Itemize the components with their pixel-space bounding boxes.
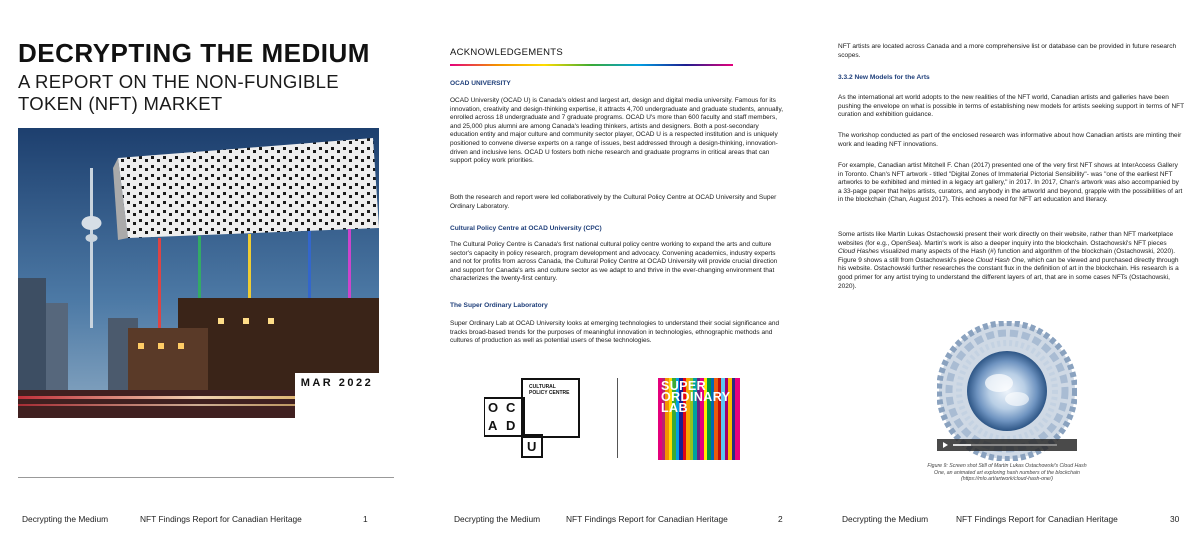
super-ordinary-lab-logo (658, 378, 740, 460)
artwork-title: Cloud Hash One (975, 256, 1024, 264)
footer-left: Decrypting the Medium (22, 514, 109, 524)
logo-letter-o: O (488, 400, 499, 415)
paragraph: NFT artists are located across Canada and a more comprehensive list or database can be provided in future research scopes. (838, 43, 1177, 59)
page-number: 2 (778, 514, 783, 524)
figure-caption: Figure 9: Screen shot Still of Martin Lukas Ostachowski's Cloud Hash One, an animated art exploring hash numbers of the blockchain (https://mlo.art/artwork/cloud-hash-one/) (927, 463, 1087, 483)
report-date: MAR 2022 (300, 377, 374, 389)
super-ordinary-lab-wordmark: SUPER ORDINARY LAB (661, 379, 731, 415)
footer-center: NFT Findings Report for Canadian Heritage (566, 514, 728, 524)
paragraph: Both the research and report were led collaboratively by the Cultural Policy Centre at OCAD University and Super Ordinary Laboratory. (450, 194, 777, 210)
cover-divider (18, 477, 394, 478)
report-page-30 (800, 0, 1200, 552)
logo-divider (617, 378, 618, 458)
paragraph (838, 231, 1184, 291)
paragraph-text: Some artists like Martin Lukas Ostachowski present their work directly on their website, rather than NFT marketplace websites (for e.g., OpenSea). Martin's work is also a deeper inquiry into the blockchain. Ostachowski's NFT pieces (838, 231, 1174, 247)
report-page-acknowledgements (400, 0, 800, 552)
artwork-title: Cloud Hashes (838, 248, 879, 256)
footer-left: Decrypting the Medium (842, 514, 929, 524)
paragraph-text: visualized many aspects of the Hash (#) function and algorithm of the blockchain (Ostachowski, 2020). Figure 9 shows a still from Ostachowski's piece (838, 248, 1176, 264)
ocad-cpc-logo (484, 378, 581, 458)
footer-left: Decrypting the Medium (454, 514, 541, 524)
logo-label-line1: CULTURAL (529, 384, 556, 390)
page-number: 1 (363, 514, 368, 524)
paragraph: The workshop conducted as part of the enclosed research was informative about how Canadian artists are minting their work and leading NFT innovations. (838, 132, 1182, 148)
paragraph: As the international art world adopts to the new realities of the NFT world, Canadian artists and galleries have been pushing the envelope on what is possible in terms of establishing new models for artists seeking support in terms of NFT curation and exhibition guidance. (838, 94, 1184, 119)
page-heading: ACKNOWLEDGEMENTS (450, 47, 564, 58)
logo-label-line2: POLICY CENTRE (529, 390, 570, 396)
section-heading: 3.3.2 New Models for the Arts (838, 74, 930, 81)
date-box (295, 373, 379, 418)
section-heading: Cultural Policy Centre at OCAD University (CPC) (450, 225, 602, 232)
logo-letter-u: U (527, 439, 537, 454)
footer-center: NFT Findings Report for Canadian Heritage (140, 514, 302, 524)
section-heading: The Super Ordinary Laboratory (450, 302, 548, 309)
cloud-hash-figure (937, 321, 1077, 461)
footer-center: NFT Findings Report for Canadian Heritage (956, 514, 1118, 524)
paragraph: The Cultural Policy Centre is Canada's first national cultural policy centre working to expand the arts and culture sector's capacity in policy research, program development and advocacy. Convening academics, industry experts and not for profits from across Canada, the Cultural Policy Centre at OCAD University will provide crucial direction and support for Canada's arts and culture sector as we adapt to and thrive in the ever-changing environment that characterizes the twenty-first century. (450, 241, 778, 283)
report-page-cover (0, 0, 400, 552)
section-heading: OCAD UNIVERSITY (450, 80, 511, 87)
page-number: 30 (1170, 514, 1180, 524)
logo-letter-d: D (506, 418, 516, 433)
paragraph: Super Ordinary Lab at OCAD University looks at emerging technologies to understand their social significance and tracks broad-based trends for the purposes of meaningful innovation in technologies, ethnographic methods and cultures of production as well as potential users of these technologies. (450, 320, 780, 345)
rainbow-rule (450, 64, 733, 66)
paragraph-text: , which can be viewed and purchased directly through his website. Ostachowski further researches the constant flux in the definition of art in the blockchain. His research is a good primer for any artist trying to understand the different layers of art, that are in some cases NFTs (Ostachowski, 2020). (838, 256, 1179, 290)
report-title: DECRYPTING THE MEDIUM (18, 38, 370, 68)
logo-letter-c: C (506, 400, 516, 415)
logo-letter-a: A (488, 418, 498, 433)
report-subtitle: A REPORT ON THE NON-FUNGIBLE TOKEN (NFT) MARKET (18, 71, 339, 114)
paragraph: OCAD University (OCAD U) is Canada's oldest and largest art, design and digital media university. Famous for its innovation, creativity and design-thinking expertise, it attracts 4,700 undergraduate and graduate students, annually, enrolled across 18 undergraduate and 7 graduate programs. OCAD U's more than 600 faculty and staff members, and 25,000 plus alumni are among Canada's leading thinkers, artists and designers. Both a post-secondary education entity and major culture and community sector player, OCAD U is a respected institution and is uniquely positioned to convene diverse experts on a range of issues, best addressed through a design-thinking, innovation-driven and inclusive lens. OCAD U fosters both niche research and graduate programs in critical areas that can support policy work priorities. (450, 97, 784, 165)
paragraph: For example, Canadian artist Mitchell F. Chan (2017) presented one of the very first NFT shows at InterAccess Gallery in Toronto. Chan's NFT artwork - titled "Digital Zones of Immaterial Pictorial Sensibility"- was "one of the earliest NFT artworks to be exhibited and minted in a legacy art gallery," in 2017. In 2017, Chan's artwork was also accompanied by a 33-page paper that helps artists, curators, and anybody in the artworld and beyond, grapple with the possibilities of art in the blockchain (Chan, August 2017). This echoes a need for NFT art education and literacy. (838, 162, 1183, 204)
